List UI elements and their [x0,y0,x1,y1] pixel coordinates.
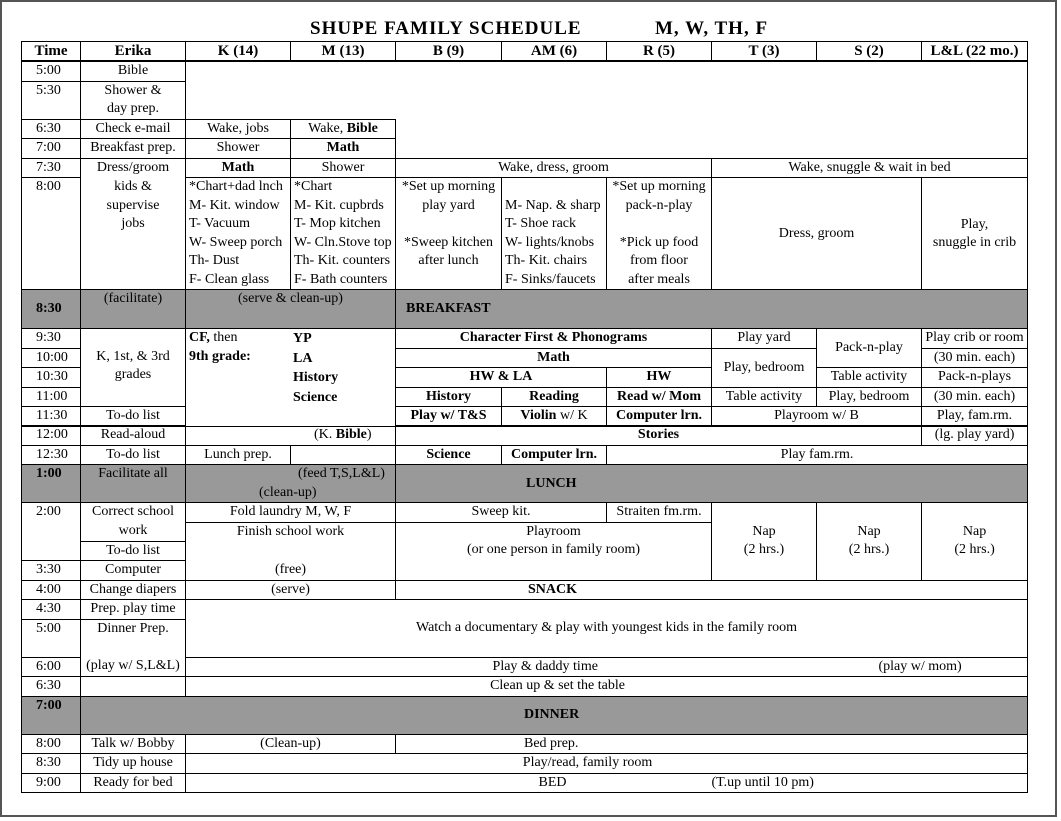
chore-line: W- lights/knobs [502,234,607,253]
table-row [22,503,1028,523]
schedule-cell [922,503,1028,581]
schedule-cell: Talk w/ Bobby [81,734,186,754]
time-cell [22,541,81,561]
chore-line: after lunch [396,252,502,271]
schedule-cell: Straiten fm.rm. [607,503,712,523]
chore-line [502,178,607,197]
col-header-time: Time [22,42,81,62]
time-cell: 8:00 [22,178,81,197]
schedule-cell: Read-aloud [81,426,186,446]
col-header-erika: Erika [81,42,186,62]
then-label: then [209,330,238,345]
schedule-cell [81,252,186,271]
table-row [22,696,1028,734]
table-row [22,158,1028,178]
schedule-cell: Computer lrn. [607,407,712,427]
time-cell: 3:30 [22,561,81,581]
cell-text: (2 hrs.) [954,542,995,558]
chore-line: M- Kit. window [186,197,291,216]
chore-line: T- Shoe rack [502,215,607,234]
chore-line: M- Nap. & sharp [502,197,607,216]
table-row [22,290,1028,329]
schedule-cell: (facilitate) [81,290,186,329]
schedule-cell: (play w/ S,L&L) [81,657,186,677]
schedule-cell: Play, fam.rm. [922,407,1028,427]
time-cell [22,234,81,253]
chore-line [607,215,712,234]
schedule-cell: Table activity [817,368,922,388]
chore-line: play yard [396,197,502,216]
schedule-cell: Bible [81,61,186,81]
schedule-cell: Math [396,348,712,368]
schedule-cell [186,541,396,561]
subject-item: Science [293,389,338,405]
schedule-cell: Playroom [396,522,712,541]
empty-block [186,61,1028,119]
chore-line: W- Sweep porch [186,234,291,253]
cell-text: (2 hrs.) [743,542,785,558]
schedule-cell: Lunch prep. [186,445,291,465]
time-cell: 5:00 [22,619,81,638]
schedule-cell: HW [607,368,712,388]
subject-item: History [293,370,339,385]
schedule-cell [81,677,186,697]
table-row [22,61,1028,81]
schedule-cell: Math [186,158,291,178]
cell-text-bold: Bible [335,426,367,442]
cell-text: grades [114,367,152,382]
cell-text [189,329,238,347]
schedule-cell: Play/read, family room [186,754,1028,774]
time-cell: 4:00 [22,580,81,600]
time-cell: 7:00 [22,139,81,159]
time-cell: 12:30 [22,445,81,465]
time-cell [22,271,81,290]
time-cell: 5:30 [22,81,81,119]
cell-text: w/ K [556,408,588,423]
schedule-table [21,41,1028,427]
chore-line: *Pick up food [607,234,712,253]
chore-line: *Sweep kitchen [396,234,502,253]
schedule-cell: Pack-n-play [817,329,922,368]
schedule-cell: Science [396,445,502,465]
schedule-cell: Math [291,139,396,159]
time-cell: 11:00 [22,387,81,407]
schedule-cell [291,426,396,446]
schedule-cell: Play & daddy time [186,657,817,677]
col-header-am: AM (6) [502,42,607,62]
schedule-cell: Dress/groom [81,158,186,178]
col-header-t: T (3) [712,42,817,62]
time-cell: 9:00 [22,773,81,793]
time-cell: 7:00 [22,696,81,734]
time-cell [22,215,81,234]
schedule-cell: Pack-n-plays [922,368,1028,388]
schedule-cell [186,426,291,446]
table-row [22,677,1028,697]
schedule-cell: work [81,522,186,541]
schedule-cell: (Clean-up) [186,734,396,754]
schedule-cell: Dress, groom [712,178,922,290]
schedule-cell: kids & [81,178,186,197]
schedule-title [0,15,1061,41]
schedule-cell [186,465,396,503]
table-row [22,119,1028,139]
time-cell: 8:30 [22,754,81,774]
schedule-cell: Prep. play time [81,600,186,620]
schedule-cell: (play w/ mom) [817,657,1028,677]
schedule-cell [291,445,396,465]
schedule-cell [712,503,817,581]
schedule-cell: BED [186,773,607,793]
cell-text: Nap [962,524,987,540]
chore-line [396,215,502,234]
chore-line: T- Mop kitchen [291,215,396,234]
schedule-cell: To-do list [81,407,186,427]
schedule-cell: Correct school [81,503,186,523]
chore-line: Th- Dust [186,252,291,271]
time-cell [22,252,81,271]
table-row [22,178,1028,197]
meal-label: SNACK [396,580,1028,600]
time-cell: 6:00 [22,657,81,677]
time-cell: 9:30 [22,329,81,349]
schedule-cell: Fold laundry M, W, F [186,503,396,523]
schedule-cell: Dinner Prep. [81,619,186,638]
schedule-cell: (free) [186,561,396,581]
table-row [22,465,1028,503]
schedule-cell [817,503,922,581]
schedule-cell: Computer lrn. [502,445,607,465]
schedule-cell [81,329,186,349]
schedule-cell: (serve) [186,580,396,600]
title-days: M, W, TH, F [655,18,769,39]
schedule-cell [922,178,1028,290]
cell-text: ) [366,426,372,442]
schedule-cell [396,561,712,581]
cell-text: Nap [857,524,881,540]
cell-text: (K. [313,426,336,442]
schedule-cell: Computer [81,561,186,581]
time-cell: 5:00 [22,61,81,81]
table-row [22,445,1028,465]
schedule-cell [81,271,186,290]
cell-text: (2 hrs.) [848,542,890,558]
table-row [22,580,1028,600]
schedule-cell [186,329,396,427]
schedule-cell: Tidy up house [81,754,186,774]
schedule-cell: (30 min. each) [922,348,1028,368]
table-row [22,754,1028,774]
schedule-cell: jobs [81,215,186,234]
time-cell: 2:00 [22,503,81,523]
schedule-cell: Shower & [81,81,186,100]
ninth-grade-label: 9th grade: [189,349,251,364]
schedule-cell: To-do list [81,541,186,561]
schedule-cell: Check e-mail [81,119,186,139]
schedule-cell: Ready for bed [81,773,186,793]
schedule-cell: Table activity [712,387,817,407]
schedule-cell: Play, bedroom [712,348,817,387]
schedule-cell: Play yard [712,329,817,349]
chore-line: F- Sinks/faucets [502,271,607,290]
subject-item: YP [293,331,312,346]
chore-line: Th- Kit. counters [291,252,396,271]
schedule-cell: (T.up until 10 pm) [607,773,1028,793]
time-cell: 8:30 [22,290,81,329]
col-header-r: R (5) [607,42,712,62]
col-header-m: M (13) [291,42,396,62]
time-cell: 10:00 [22,348,81,368]
time-cell: 12:00 [22,426,81,446]
time-cell: 7:30 [22,158,81,178]
schedule-cell: Wake, snuggle & wait in bed [712,158,1028,178]
schedule-cell: Stories [396,426,922,446]
cell-text: Nap [752,524,776,540]
time-cell: 11:30 [22,407,81,427]
header-row [22,42,1028,62]
cell-text-bold: Bible [346,120,378,136]
schedule-cell: supervise [81,197,186,216]
cell-text-bold: Play w/ T&S [410,408,487,423]
col-header-ll: L&L (22 mo.) [922,42,1028,62]
schedule-cell: Read w/ Mom [607,387,712,407]
cf-label: CF, [189,330,210,345]
schedule-cell [291,119,396,139]
chore-line: pack-n-play [607,197,712,216]
chore-line: T- Vacuum [186,215,291,234]
chore-line: F- Bath counters [291,271,396,290]
chore-line: W- Cln.Stove top [291,234,396,253]
schedule-cell: Play fam.rm. [607,445,1028,465]
cell-text: K, 1st, & 3rd [96,349,170,364]
schedule-cell: Clean up & set the table [186,677,1028,697]
chore-line: *Chart+dad lnch [186,178,291,197]
schedule-cell: (30 min. each) [922,387,1028,407]
schedule-cell: HW & LA [396,368,607,388]
schedule-cell: Finish school work [186,522,396,541]
time-cell: 1:00 [22,465,81,503]
table-row [22,600,1028,620]
cell-text: Play, [960,216,989,232]
chore-line: from floor [607,252,712,271]
schedule-cell: Wake, jobs [186,119,291,139]
schedule-cell: (lg. play yard) [922,426,1028,446]
schedule-cell [396,407,502,427]
schedule-cell: Character First & Phonograms [396,329,712,349]
schedule-cell: To-do list [81,445,186,465]
schedule-cell: Shower [291,158,396,178]
meal-label: DINNER [81,696,1028,734]
table-row [22,734,1028,754]
title-text: SHUPE FAMILY SCHEDULE [310,18,582,39]
schedule-cell: Play, bedroom [817,387,922,407]
time-cell: 6:30 [22,677,81,697]
schedule-cell: Bed prep. [396,734,1028,754]
schedule-cell: History [396,387,502,407]
time-cell: 4:30 [22,600,81,620]
col-header-s: S (2) [817,42,922,62]
time-cell [22,638,81,657]
chore-line: Th- Kit. chairs [502,252,607,271]
schedule-cell: Watch a documentary & play with youngest kids in the family room [186,600,1028,658]
schedule-cell [81,348,186,407]
table-row [22,407,1028,427]
schedule-cell: Reading [502,387,607,407]
schedule-cell: (or one person in family room) [396,541,712,561]
schedule-cell: (serve & clean-up) [186,290,396,329]
empty-block [396,119,1028,158]
cell-text: snuggle in crib [932,234,1017,250]
schedule-cell: Play crib or room [922,329,1028,349]
chore-line: M- Kit. cupbrds [291,197,396,216]
cell-text: (clean-up) [259,485,317,500]
meal-label: BREAKFAST [396,290,1028,329]
meal-label: LUNCH [396,465,1028,503]
schedule-cell [502,407,607,427]
chore-line: *Chart [291,178,396,197]
m-subject-list [293,329,338,407]
schedule-cell: day prep. [81,100,186,119]
table-row [22,426,1028,446]
table-row [22,657,1028,677]
chore-line [396,271,502,290]
schedule-cell: Wake, dress, groom [396,158,712,178]
schedule-cell: Shower [186,139,291,159]
schedule-cell: Facilitate all [81,465,186,503]
col-header-b: B (9) [396,42,502,62]
cell-text: (feed T,S,L&L) [298,466,385,481]
chore-line: after meals [607,271,712,290]
chore-line: F- Clean glass [186,271,291,290]
col-header-k: K (14) [186,42,291,62]
schedule-cell: Breakfast prep. [81,139,186,159]
table-row [22,329,1028,349]
cell-text: Wake, [308,120,347,136]
table-row [22,773,1028,793]
schedule-cell: Change diapers [81,580,186,600]
time-cell [22,522,81,541]
schedule-cell [81,234,186,253]
schedule-cell: Sweep kit. [396,503,607,523]
schedule-cell [81,638,186,657]
time-cell: 8:00 [22,734,81,754]
schedule-table-lower [21,425,1028,793]
time-cell [22,197,81,216]
schedule-cell: Playroom w/ B [712,407,922,427]
time-cell: 6:30 [22,119,81,139]
chore-line: *Set up morning [396,178,502,197]
cell-text-bold: Violin [520,408,557,423]
chore-line: *Set up morning [607,178,712,197]
subject-item: LA [293,350,313,366]
time-cell: 10:30 [22,368,81,388]
